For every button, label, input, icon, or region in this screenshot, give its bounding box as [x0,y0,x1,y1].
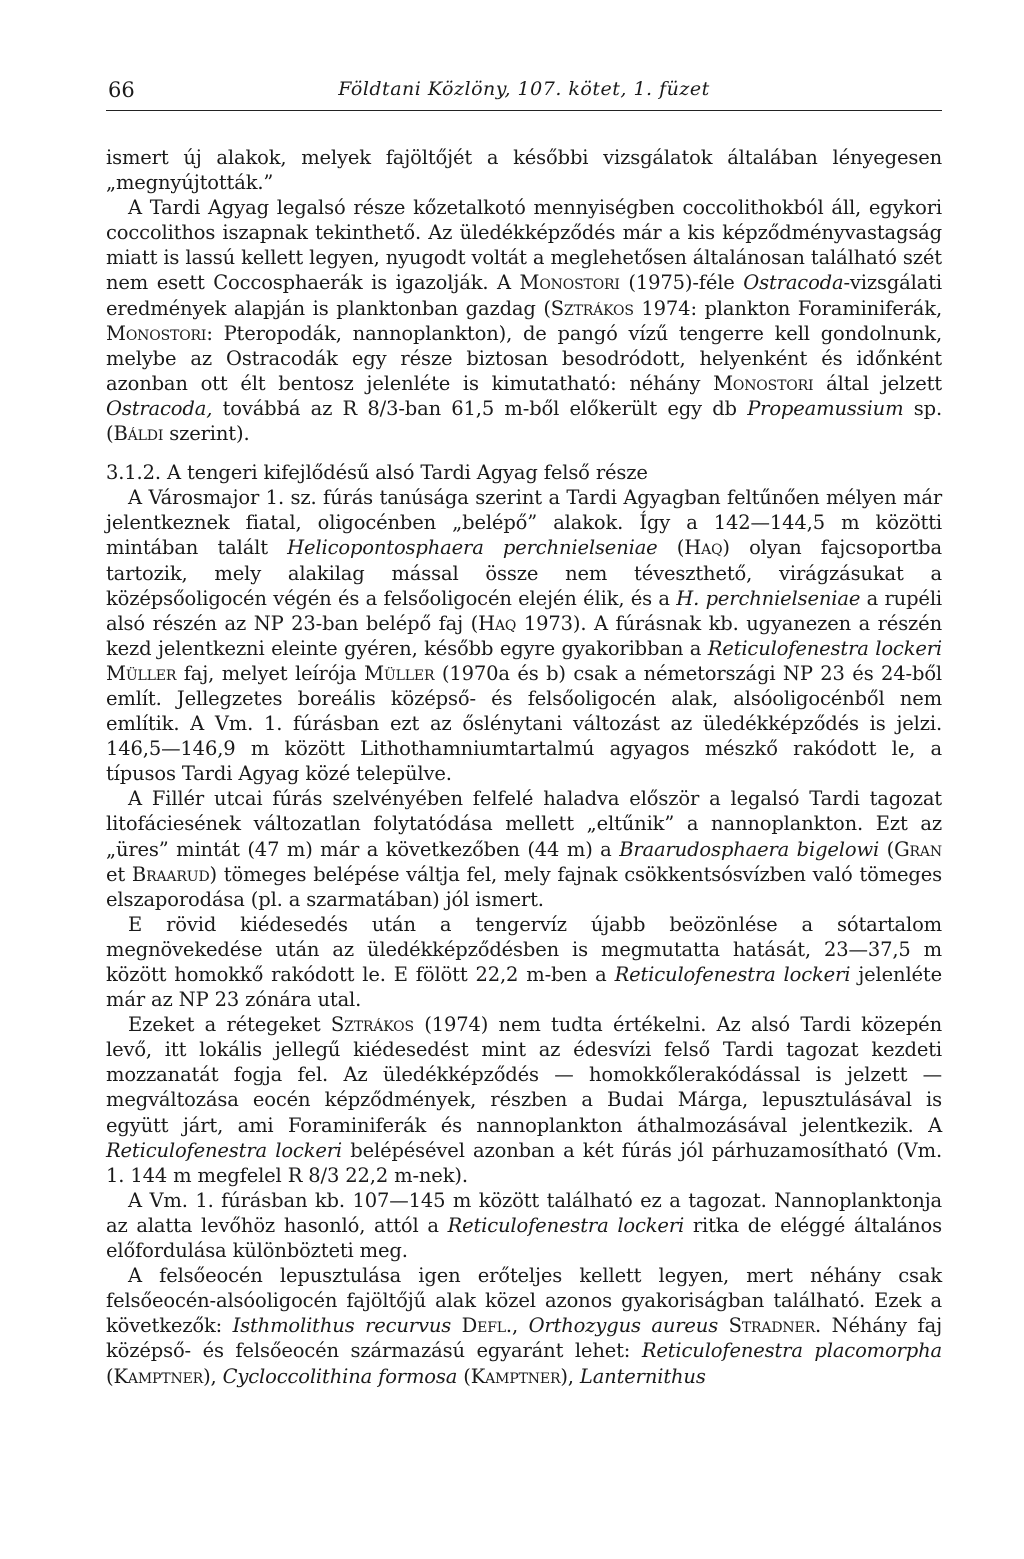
text-run: Néhány faj középső- és felsőeocén származású egyaránt lehet: [106,1314,942,1363]
taxon-name: Braarudosphaera bigelowi [619,837,880,861]
text-run: E rövid kiédesedés után a tengervíz újabb beözönlése a sótartalom megnövekedése után az üledékképződésben is megmutatta hatását, 23—37,5 m között homokkő rakódott le. E fölött 22,2 m-ben a [106,912,942,986]
author-name: Sztrákos [550,296,634,320]
paragraph [106,195,942,446]
text-run: faj, melyet leírója [176,661,365,685]
running-head: Földtani Közlöny, 107. kötet, 1. füzet [338,78,710,100]
text-run: ), [203,1364,223,1388]
text-run: A Városmajor 1. sz. fúrás tanúsága szerint a Tardi Agyagban feltűnően mélyen már jelentkeznek fiatal, oligocénben „belépő” alakok. Így a 142—144,5 m közötti mintában talált [106,486,942,560]
text-run: -vizsgálati eredmények alapján is planktonban gazdag ( [106,271,942,320]
author-name: Braarud [131,862,210,886]
text-run: ), [560,1364,580,1388]
paragraph [106,1188,942,1263]
author-name: Monostori [713,371,814,395]
author-name: Haq [684,536,723,560]
taxon-name: Ostracoda [743,271,844,295]
author-name: Defl. [461,1314,512,1338]
author-name: Gran [894,837,942,861]
paragraph [106,1263,942,1388]
taxon-name: Propeamussium [747,396,904,420]
article-body [106,145,942,1389]
text-run: 1974: plankton Foraminiferák, [633,296,942,320]
text-run: , [511,1314,529,1338]
taxon-name: Isthmolithus recurvus [232,1314,452,1338]
section-heading [106,460,942,485]
text-run: ( [657,536,685,560]
text-run: ritka de eléggé általános előfordulása különbözteti meg. [106,1213,942,1263]
section-heading-text: 3.1.2. A tengeri kifejlődésű alsó Tardi Agyag felső része [106,461,648,485]
taxon-name: H. perchnielseniae [676,586,861,610]
text-run: jelenléte már az NP 23 zónára utal. [106,963,942,1012]
text-run: továbbá az R 8/3-ban 61,5 m-ből előkerült egy db [212,396,748,420]
author-name: Kamptner [113,1364,204,1388]
page-number: 66 [108,78,135,102]
taxon-name: Reticulofenestra lockeri [707,636,943,660]
text-run: (1974) nem tudta értékelni. Az alsó Tardi közepén levő, itt lokális jellegű kiédesedést mint az édesvízi felső Tardi tagozat kezdeti mozzanatát fogja fel. Az üledékképződés — homokkőlerakódással is jelzett — megváltozása eocén képződmények, részben a Budai Márga, lepusztulásával is együtt járt, ami Foraminiferák és nannoplankton áthalmozásával jelentkezik. A [106,1013,942,1137]
taxon-name: Helicopontosphaera perchnielseniae [287,536,658,560]
text-run: A Tardi Agyag legalsó része kőzetalkotó mennyiségben coccolithokból áll, egykori coccolithos iszapnak tekinthető. Az üledékképződés már a kis képződményvastagság miatt is lassú kellett legyen, nyugodt voltát a meglehetősen általánosan található szét nem esett Coccosphaerák is igazolják. A [106,196,942,295]
text-run: által jelzett [813,371,942,395]
paragraph [106,145,942,195]
paragraph [106,912,942,1012]
taxon-name: Orthozygus aureus [528,1314,719,1338]
taxon-name: Lanternithus [579,1364,706,1388]
text-run: a rupéli alsó részén az NP 23-ban belépő faj ( [106,586,942,635]
text-run: ) tömeges belépése váltja fel, mely fajnak csökkentsósvízben való tömeges elszaporodása (pl. a szarmatában) jól ismert. [106,862,943,911]
text-run: A Vm. 1. fúrásban kb. 107—145 m között található ez a tagozat. Nannoplanktonja az alatta levőhöz hasonló, attól a [106,1188,942,1237]
text-run: szerint). [163,422,250,446]
paragraph [106,786,942,911]
text-run: et [106,862,132,886]
author-name: Müller [106,661,177,685]
text-run: (1975)-féle [619,271,744,295]
author-name: Müller [364,661,435,685]
taxon-name: Ostracoda, [106,396,213,420]
text-run [718,1314,729,1337]
taxon-name: Reticulofenestra lockeri [106,1138,343,1162]
text-run [451,1314,462,1337]
page-header [106,70,942,111]
text-run: 1973). A fúrásnak kb. ugyanezen a részén kezd jelentkezni eleinte gyéren, később egyre gyakoribban a [106,611,942,660]
text-run: A felsőeocén lepusztulása igen erőteljes kellett legyen, mert néhány csak felsőeocén-alsóoligocén fajöltőjű alak közel azonos gyakoriságban található. Ezek a következők: [106,1264,942,1338]
text-run: : Pteropodák, nannoplankton), de pangó vízű tengerre kell gondolnunk, melybe az Ostracodák egy része biztosan besodródott, helyenként és időnként azonban ott élt bentosz jelenléte is kimutatható: néhány [106,321,942,395]
text-run: ( [457,1364,471,1388]
text-run: ismert új alakok, melyek fajöltőjét a későbbi vizsgálatok általában lényegesen „megnyújtották.” [106,146,942,195]
author-name: Monostori [106,321,207,345]
taxon-name: Reticulofenestra lockeri [447,1213,685,1237]
author-name: Sztrákos [330,1013,414,1037]
text-run: sp. ( [106,396,942,446]
text-run: ( [106,1364,114,1388]
author-name: Báldi [113,422,164,446]
taxon-name: Cycloccolithina formosa [222,1364,458,1388]
paragraph [106,1012,942,1188]
text-run: ( [879,837,895,861]
page [106,70,942,1389]
text-run: A Fillér utcai fúrás szelvényében felfelé haladva először a legalsó Tardi tagozat litofáciesének változatlan folytatódása mellett „eltűnik” a nannoplankton. Ezt az „üres” mintát (47 m) már a következőben (44 m) a [106,787,942,861]
taxon-name: Reticulofenestra placomorpha [641,1339,942,1363]
text-run: belépésével azonban a két fúrás jól párhuzamosítható (Vm. 1. 144 m megfelel R 8/3 22,2 m-nek). [106,1138,942,1187]
author-name: Stradner. [728,1314,822,1338]
author-name: Monostori [519,271,620,295]
author-name: Haq [478,611,517,635]
text-run: (1970a és b) csak a németországi NP 23 és 24-ből említ. Jellegzetes boreális középső- és felsőoligocén alak, alsóoligocénből nem említik. A Vm. 1. fúrásban ezt az őslénytani változást az üledékképződés is jelzi. 146,5—146,9 m között Lithothamniumtartalmú agyagos mészkő rakódott le, a típusos Tardi Agyag közé települve. [106,661,943,786]
taxon-name: Reticulofenestra lockeri [614,963,851,986]
paragraph [106,485,942,786]
text-run: ) olyan fajcsoportba tartozik, mely alakilag mással össze nem téveszthető, virágzásukat a középsőoligocén végén és a felsőoligocén elején élik, és a [106,536,942,610]
text-run: Ezeket a rétegeket [128,1013,331,1037]
author-name: Kamptner [470,1364,561,1388]
